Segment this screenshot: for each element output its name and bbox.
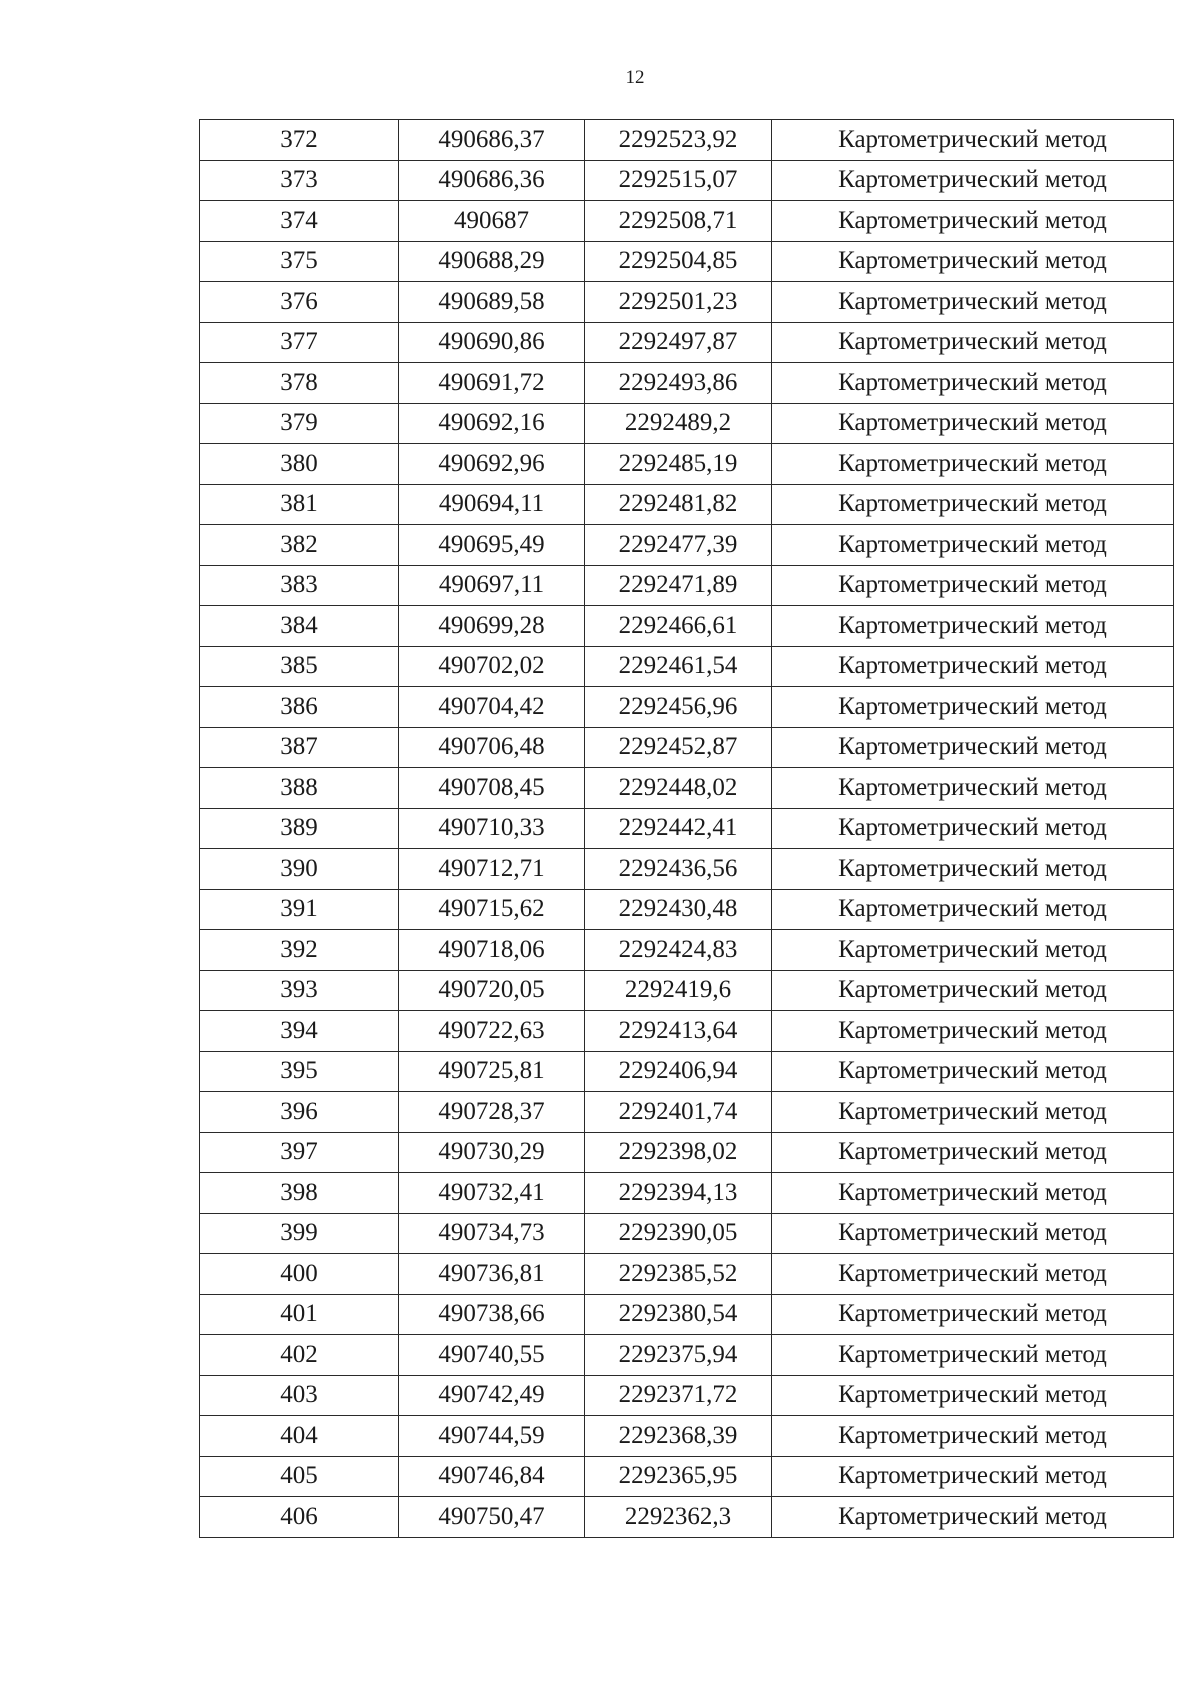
y-coordinate-cell: 2292401,74 xyxy=(585,1092,772,1133)
x-coordinate-cell: 490694,11 xyxy=(399,484,585,525)
point-number-cell: 398 xyxy=(200,1173,399,1214)
x-coordinate-cell: 490692,96 xyxy=(399,444,585,485)
x-coordinate-cell: 490720,05 xyxy=(399,970,585,1011)
y-coordinate-cell: 2292461,54 xyxy=(585,646,772,687)
x-coordinate-cell: 490738,66 xyxy=(399,1294,585,1335)
table-row xyxy=(200,1173,1174,1214)
table-row xyxy=(200,808,1174,849)
point-number-cell: 389 xyxy=(200,808,399,849)
point-number-cell: 403 xyxy=(200,1375,399,1416)
point-number-cell: 376 xyxy=(200,282,399,323)
table-row xyxy=(200,849,1174,890)
y-coordinate-cell: 2292515,07 xyxy=(585,160,772,201)
page-number: 12 xyxy=(625,67,645,88)
x-coordinate-cell: 490715,62 xyxy=(399,889,585,930)
method-cell: Картометрический метод xyxy=(772,808,1174,849)
x-coordinate-cell: 490702,02 xyxy=(399,646,585,687)
y-coordinate-cell: 2292442,41 xyxy=(585,808,772,849)
method-cell: Картометрический метод xyxy=(772,1375,1174,1416)
point-number-cell: 386 xyxy=(200,687,399,728)
point-number-cell: 373 xyxy=(200,160,399,201)
x-coordinate-cell: 490691,72 xyxy=(399,363,585,404)
table-row xyxy=(200,970,1174,1011)
x-coordinate-cell: 490706,48 xyxy=(399,727,585,768)
y-coordinate-cell: 2292477,39 xyxy=(585,525,772,566)
x-coordinate-cell: 490736,81 xyxy=(399,1254,585,1295)
method-cell: Картометрический метод xyxy=(772,646,1174,687)
table-row xyxy=(200,1497,1174,1538)
point-number-cell: 392 xyxy=(200,930,399,971)
point-number-cell: 395 xyxy=(200,1051,399,1092)
method-cell: Картометрический метод xyxy=(772,970,1174,1011)
point-number-cell: 401 xyxy=(200,1294,399,1335)
method-cell: Картометрический метод xyxy=(772,1294,1174,1335)
point-number-cell: 382 xyxy=(200,525,399,566)
x-coordinate-cell: 490690,86 xyxy=(399,322,585,363)
y-coordinate-cell: 2292385,52 xyxy=(585,1254,772,1295)
table-row xyxy=(200,646,1174,687)
point-number-cell: 375 xyxy=(200,241,399,282)
table-row xyxy=(200,403,1174,444)
method-cell: Картометрический метод xyxy=(772,363,1174,404)
method-cell: Картометрический метод xyxy=(772,1213,1174,1254)
x-coordinate-cell: 490687 xyxy=(399,201,585,242)
table-row xyxy=(200,282,1174,323)
method-cell: Картометрический метод xyxy=(772,1132,1174,1173)
x-coordinate-cell: 490728,37 xyxy=(399,1092,585,1133)
y-coordinate-cell: 2292375,94 xyxy=(585,1335,772,1376)
table-row xyxy=(200,322,1174,363)
table-row xyxy=(200,201,1174,242)
table-row xyxy=(200,1335,1174,1376)
method-cell: Картометрический метод xyxy=(772,1051,1174,1092)
x-coordinate-cell: 490686,36 xyxy=(399,160,585,201)
y-coordinate-cell: 2292394,13 xyxy=(585,1173,772,1214)
point-number-cell: 406 xyxy=(200,1497,399,1538)
x-coordinate-cell: 490712,71 xyxy=(399,849,585,890)
point-number-cell: 402 xyxy=(200,1335,399,1376)
table-row xyxy=(200,484,1174,525)
point-number-cell: 394 xyxy=(200,1011,399,1052)
x-coordinate-cell: 490730,29 xyxy=(399,1132,585,1173)
table-row xyxy=(200,160,1174,201)
method-cell: Картометрический метод xyxy=(772,444,1174,485)
x-coordinate-cell: 490686,37 xyxy=(399,120,585,161)
point-number-cell: 405 xyxy=(200,1456,399,1497)
x-coordinate-cell: 490710,33 xyxy=(399,808,585,849)
table-row xyxy=(200,1092,1174,1133)
y-coordinate-cell: 2292523,92 xyxy=(585,120,772,161)
method-cell: Картометрический метод xyxy=(772,525,1174,566)
point-number-cell: 396 xyxy=(200,1092,399,1133)
y-coordinate-cell: 2292456,96 xyxy=(585,687,772,728)
x-coordinate-cell: 490699,28 xyxy=(399,606,585,647)
table-row xyxy=(200,1294,1174,1335)
y-coordinate-cell: 2292380,54 xyxy=(585,1294,772,1335)
method-cell: Картометрический метод xyxy=(772,1456,1174,1497)
y-coordinate-cell: 2292452,87 xyxy=(585,727,772,768)
method-cell: Картометрический метод xyxy=(772,160,1174,201)
x-coordinate-cell: 490750,47 xyxy=(399,1497,585,1538)
y-coordinate-cell: 2292508,71 xyxy=(585,201,772,242)
point-number-cell: 383 xyxy=(200,565,399,606)
table-row xyxy=(200,444,1174,485)
x-coordinate-cell: 490708,45 xyxy=(399,768,585,809)
point-number-cell: 381 xyxy=(200,484,399,525)
method-cell: Картометрический метод xyxy=(772,930,1174,971)
method-cell: Картометрический метод xyxy=(772,849,1174,890)
method-cell: Картометрический метод xyxy=(772,1092,1174,1133)
table-row xyxy=(200,565,1174,606)
y-coordinate-cell: 2292493,86 xyxy=(585,363,772,404)
method-cell: Картометрический метод xyxy=(772,565,1174,606)
y-coordinate-cell: 2292390,05 xyxy=(585,1213,772,1254)
point-number-cell: 384 xyxy=(200,606,399,647)
table-row xyxy=(200,120,1174,161)
point-number-cell: 374 xyxy=(200,201,399,242)
x-coordinate-cell: 490734,73 xyxy=(399,1213,585,1254)
point-number-cell: 397 xyxy=(200,1132,399,1173)
table-row xyxy=(200,1132,1174,1173)
x-coordinate-cell: 490725,81 xyxy=(399,1051,585,1092)
point-number-cell: 390 xyxy=(200,849,399,890)
x-coordinate-cell: 490718,06 xyxy=(399,930,585,971)
x-coordinate-cell: 490740,55 xyxy=(399,1335,585,1376)
method-cell: Картометрический метод xyxy=(772,889,1174,930)
method-cell: Картометрический метод xyxy=(772,120,1174,161)
x-coordinate-cell: 490732,41 xyxy=(399,1173,585,1214)
y-coordinate-cell: 2292436,56 xyxy=(585,849,772,890)
x-coordinate-cell: 490695,49 xyxy=(399,525,585,566)
method-cell: Картометрический метод xyxy=(772,403,1174,444)
table-body xyxy=(200,120,1174,1538)
table-row xyxy=(200,1456,1174,1497)
point-number-cell: 399 xyxy=(200,1213,399,1254)
y-coordinate-cell: 2292362,3 xyxy=(585,1497,772,1538)
point-number-cell: 391 xyxy=(200,889,399,930)
method-cell: Картометрический метод xyxy=(772,484,1174,525)
y-coordinate-cell: 2292413,64 xyxy=(585,1011,772,1052)
method-cell: Картометрический метод xyxy=(772,241,1174,282)
y-coordinate-cell: 2292497,87 xyxy=(585,322,772,363)
point-number-cell: 393 xyxy=(200,970,399,1011)
x-coordinate-cell: 490722,63 xyxy=(399,1011,585,1052)
x-coordinate-cell: 490688,29 xyxy=(399,241,585,282)
y-coordinate-cell: 2292501,23 xyxy=(585,282,772,323)
point-number-cell: 388 xyxy=(200,768,399,809)
y-coordinate-cell: 2292504,85 xyxy=(585,241,772,282)
y-coordinate-cell: 2292481,82 xyxy=(585,484,772,525)
y-coordinate-cell: 2292365,95 xyxy=(585,1456,772,1497)
method-cell: Картометрический метод xyxy=(772,1011,1174,1052)
coordinates-table xyxy=(199,119,1174,1538)
table-row xyxy=(200,1213,1174,1254)
y-coordinate-cell: 2292424,83 xyxy=(585,930,772,971)
table-row xyxy=(200,363,1174,404)
table-row xyxy=(200,768,1174,809)
table-row xyxy=(200,727,1174,768)
method-cell: Картометрический метод xyxy=(772,1173,1174,1214)
point-number-cell: 378 xyxy=(200,363,399,404)
point-number-cell: 387 xyxy=(200,727,399,768)
y-coordinate-cell: 2292489,2 xyxy=(585,403,772,444)
y-coordinate-cell: 2292471,89 xyxy=(585,565,772,606)
y-coordinate-cell: 2292406,94 xyxy=(585,1051,772,1092)
method-cell: Картометрический метод xyxy=(772,322,1174,363)
point-number-cell: 404 xyxy=(200,1416,399,1457)
table-row xyxy=(200,687,1174,728)
y-coordinate-cell: 2292430,48 xyxy=(585,889,772,930)
method-cell: Картометрический метод xyxy=(772,768,1174,809)
y-coordinate-cell: 2292368,39 xyxy=(585,1416,772,1457)
table-row xyxy=(200,241,1174,282)
table-row xyxy=(200,1011,1174,1052)
method-cell: Картометрический метод xyxy=(772,282,1174,323)
table-row xyxy=(200,1051,1174,1092)
point-number-cell: 379 xyxy=(200,403,399,444)
table-row xyxy=(200,1416,1174,1457)
method-cell: Картометрический метод xyxy=(772,1335,1174,1376)
table-row xyxy=(200,525,1174,566)
table-row xyxy=(200,606,1174,647)
method-cell: Картометрический метод xyxy=(772,606,1174,647)
x-coordinate-cell: 490742,49 xyxy=(399,1375,585,1416)
point-number-cell: 400 xyxy=(200,1254,399,1295)
table-row xyxy=(200,1254,1174,1295)
method-cell: Картометрический метод xyxy=(772,687,1174,728)
table-row xyxy=(200,1375,1174,1416)
x-coordinate-cell: 490744,59 xyxy=(399,1416,585,1457)
y-coordinate-cell: 2292485,19 xyxy=(585,444,772,485)
x-coordinate-cell: 490692,16 xyxy=(399,403,585,444)
x-coordinate-cell: 490689,58 xyxy=(399,282,585,323)
table-row xyxy=(200,889,1174,930)
y-coordinate-cell: 2292371,72 xyxy=(585,1375,772,1416)
y-coordinate-cell: 2292419,6 xyxy=(585,970,772,1011)
x-coordinate-cell: 490746,84 xyxy=(399,1456,585,1497)
table-row xyxy=(200,930,1174,971)
method-cell: Картометрический метод xyxy=(772,1497,1174,1538)
x-coordinate-cell: 490697,11 xyxy=(399,565,585,606)
method-cell: Картометрический метод xyxy=(772,201,1174,242)
point-number-cell: 372 xyxy=(200,120,399,161)
method-cell: Картометрический метод xyxy=(772,1416,1174,1457)
point-number-cell: 385 xyxy=(200,646,399,687)
method-cell: Картометрический метод xyxy=(772,1254,1174,1295)
y-coordinate-cell: 2292398,02 xyxy=(585,1132,772,1173)
y-coordinate-cell: 2292466,61 xyxy=(585,606,772,647)
y-coordinate-cell: 2292448,02 xyxy=(585,768,772,809)
method-cell: Картометрический метод xyxy=(772,727,1174,768)
point-number-cell: 380 xyxy=(200,444,399,485)
x-coordinate-cell: 490704,42 xyxy=(399,687,585,728)
point-number-cell: 377 xyxy=(200,322,399,363)
